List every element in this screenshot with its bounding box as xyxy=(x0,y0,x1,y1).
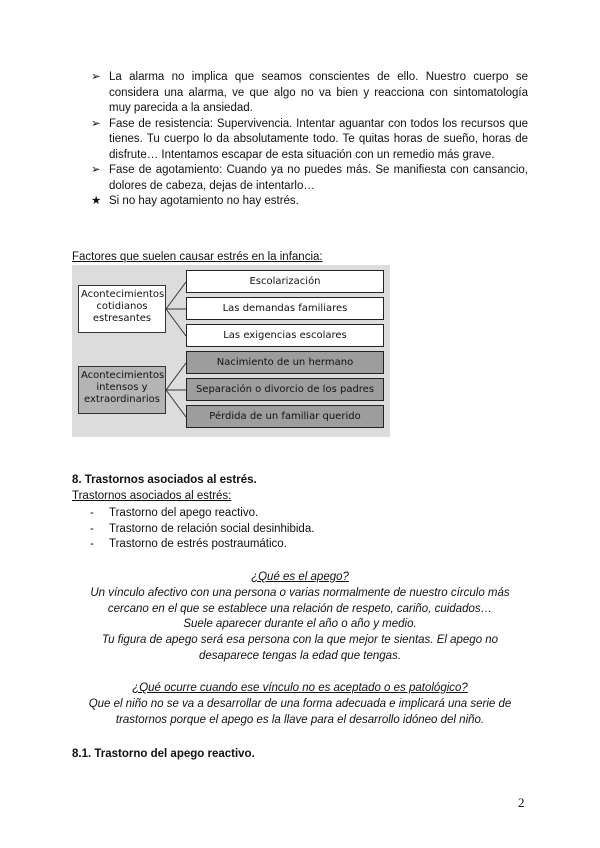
apego-figure: Tu figura de apego será esa persona con la que mejor te sientas. El apego no desaparece tengas la edad que tengas. xyxy=(101,634,499,662)
arrow-bullet-icon: ➢ xyxy=(91,71,101,83)
page-number: 2 xyxy=(518,795,525,810)
stress-factors-diagram xyxy=(72,265,390,437)
list-item xyxy=(72,70,528,117)
disorders-list xyxy=(72,506,528,553)
factor-box: Las demandas familiares xyxy=(186,297,384,320)
star-bullet-icon: ★ xyxy=(91,195,102,207)
disorder-text: Trastorno del apego reactivo. xyxy=(109,507,259,519)
disorder-text: Trastorno de relación social desinhibida. xyxy=(109,522,315,535)
list-item xyxy=(72,117,528,164)
apego-question: ¿Qué es el apego? xyxy=(251,571,349,583)
arrow-bullet-icon: ➢ xyxy=(91,164,101,176)
factor-box: Separación o divorcio de los padres xyxy=(186,378,384,401)
bullet-text: La alarma no implica que seamos conscientes de ello. Nuestro cuerpo se considera una alarma, ve que algo no va bien y reacciona con sintomatología muy parecida a la ansiedad. xyxy=(109,71,528,114)
list-item xyxy=(72,194,528,210)
pathological-question: ¿Qué ocurre cuando ese vínculo no es aceptado o es patológico? xyxy=(132,682,468,694)
arrow-bullet-icon: ➢ xyxy=(91,117,101,130)
connector-line xyxy=(166,390,186,417)
factor-box: Pérdida de un familiar querido xyxy=(186,405,384,428)
bullet-text: Fase de resistencia: Supervivencia. Intentar aguantar con todos los recursos que tienes. Tu cuerpo lo da absolutamente todo. Te quitas horas de sueño, horas de disfrute… Intentamos escapar de esta situación con un remedio más grave. xyxy=(109,117,528,161)
factor-box: Las exigencias escolares xyxy=(186,324,384,347)
connector-line xyxy=(166,309,186,336)
list-item xyxy=(72,163,528,194)
section-8-subheading: Trastornos asociados al estrés: xyxy=(72,490,232,502)
disorder-text: Trastorno de estrés postraumático. xyxy=(109,538,287,550)
list-item xyxy=(72,506,528,522)
group-label-extraordinarios: Acontecimientos intensos y extraordinarios xyxy=(78,366,166,414)
connector-line xyxy=(166,282,186,309)
dash-bullet-icon: - xyxy=(90,538,94,550)
apego-age: Suele aparecer durante el año o año y medio. xyxy=(183,618,417,630)
factor-box: Nacimiento de un hermano xyxy=(186,351,384,374)
pathological-answer: Que el niño no se va a desarrollar de una forma adecuada e implicará una serie de trastornos porque el apego es la llave para el desarrollo idóneo del niño. xyxy=(88,698,512,726)
bullet-text: Si no hay agotamiento no hay estrés. xyxy=(109,195,299,207)
group-label-cotidianos: Acontecimientos cotidianos estresantes xyxy=(78,285,166,333)
list-item xyxy=(72,522,528,538)
bullet-text: Fase de agotamiento: Cuando ya no puedes más. Se manifiesta con cansancio, dolores de cabeza, dejas de intentarlo… xyxy=(109,164,528,192)
section-8-heading: 8. Trastornos asociados al estrés. xyxy=(72,474,257,486)
section-8-1-heading: 8.1. Trastorno del apego reactivo. xyxy=(72,748,255,760)
factor-box: Escolarización xyxy=(186,270,384,293)
list-item xyxy=(72,537,528,553)
stress-phases-list xyxy=(72,70,528,210)
connector-line xyxy=(166,363,186,390)
apego-definition: Un vínculo afectivo con una persona o varias normalmente de nuestro círculo más cercano en el que se establece una relación de respeto, cariño, cuidados… xyxy=(90,587,510,615)
dash-bullet-icon: - xyxy=(90,507,94,519)
dash-bullet-icon: - xyxy=(90,522,94,535)
factors-heading: Factores que suelen causar estrés en la infancia: xyxy=(72,251,323,263)
